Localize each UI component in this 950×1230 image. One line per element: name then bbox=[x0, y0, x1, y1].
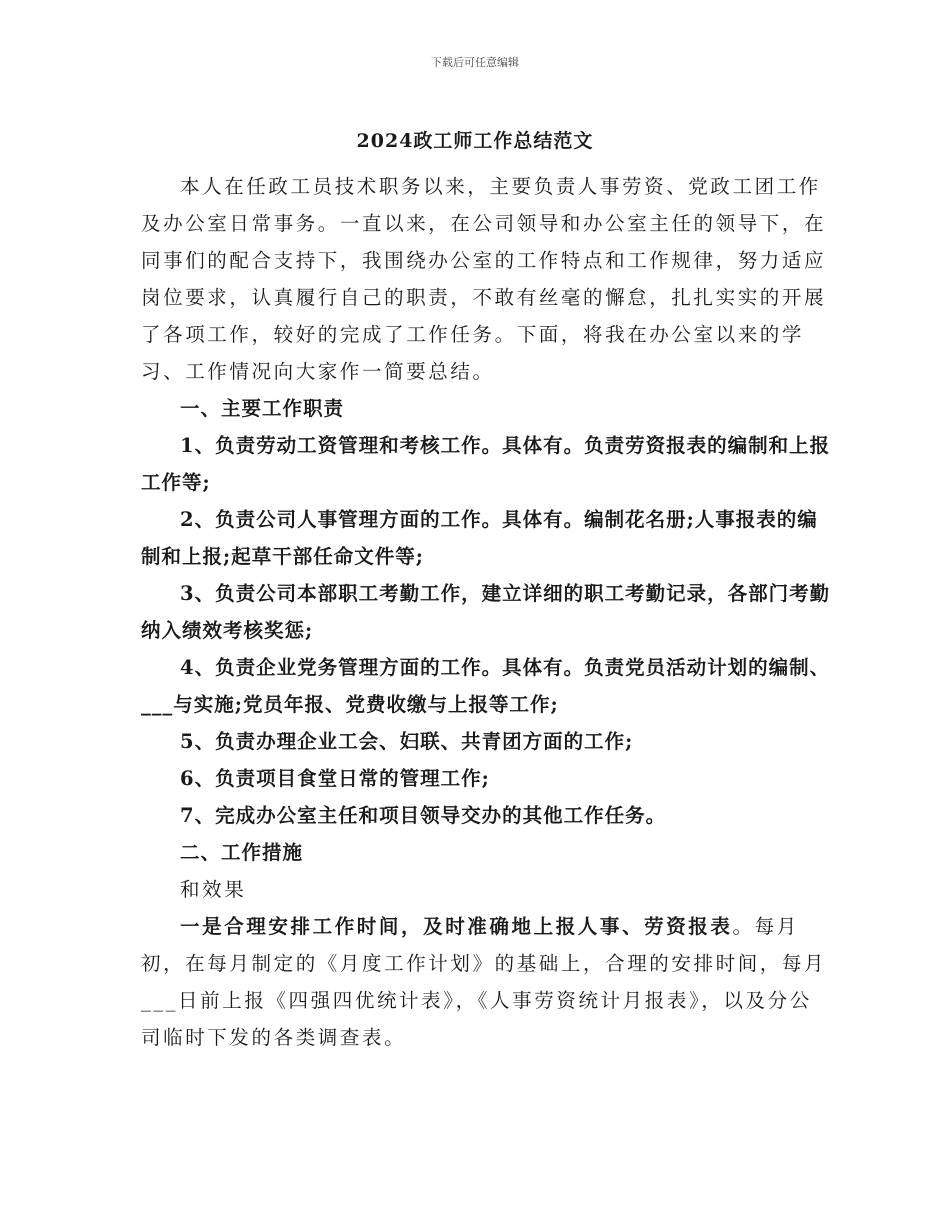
duty-item-3: 3、负责公司本部职工考勤工作，建立详细的职工考勤记录，各部门考勤纳入绩效考核奖惩; bbox=[141, 582, 831, 642]
duty-item-4: 4、负责企业党务管理方面的工作。具体有。负责党员活动计划的编制、___与实施;党员年报、党费收缴与上报等工作; bbox=[141, 656, 831, 716]
duty-item-2: 2、负责公司人事管理方面的工作。具体有。编制花名册;人事报表的编制和上报;起草干部任命文件等; bbox=[141, 508, 818, 568]
measure-paragraph-1-text: 。每月初，在每月制定的《月度工作计划》的基础上，合理的安排时间，每月___日前上报《四强四优统计表》，《人事劳资统计月报表》，以及分公司临时下发的各类调查表。 bbox=[141, 915, 827, 1049]
intro-paragraph: 本人在任政工员技术职务以来，主要负责人事劳资、党政工团工作及办公室日常事务。一直以来，在公司领导和办公室主任的领导下，在同事们的配合支持下，我围绕办公室的工作特点和工作规律，努力适应岗位要求，认真履行自己的职责，不敢有丝毫的懈怠，扎扎实实的开展了各项工作，较好的完成了工作任务。下面，将我在办公室以来的学习、工作情况向大家作一简要总结。 bbox=[141, 175, 827, 383]
section-heading-measures: 二、工作措施 bbox=[180, 841, 304, 864]
duty-item-5: 5、负责办理企业工会、妇联、共青团方面的工作; bbox=[180, 730, 634, 753]
section-heading-duties: 一、主要工作职责 bbox=[180, 397, 345, 420]
section-subheading-effects: 和效果 bbox=[180, 878, 247, 901]
duty-item-6: 6、负责项目食堂日常的管理工作; bbox=[180, 767, 490, 790]
measure-paragraph-1-lead: 一是合理安排工作时间，及时准确地上报人事、劳资报表 bbox=[180, 915, 733, 938]
measure-paragraph-1 bbox=[141, 908, 831, 1056]
document-body bbox=[141, 168, 831, 1056]
duty-item-1: 1、负责劳动工资管理和考核工作。具体有。负责劳资报表的编制和上报工作等; bbox=[141, 434, 831, 494]
duty-item-7: 7、完成办公室主任和项目领导交办的其他工作任务。 bbox=[180, 804, 667, 827]
header-note: 下载后可任意编辑 bbox=[431, 56, 519, 69]
document-title: 2024政工师工作总结范文 bbox=[356, 130, 594, 152]
